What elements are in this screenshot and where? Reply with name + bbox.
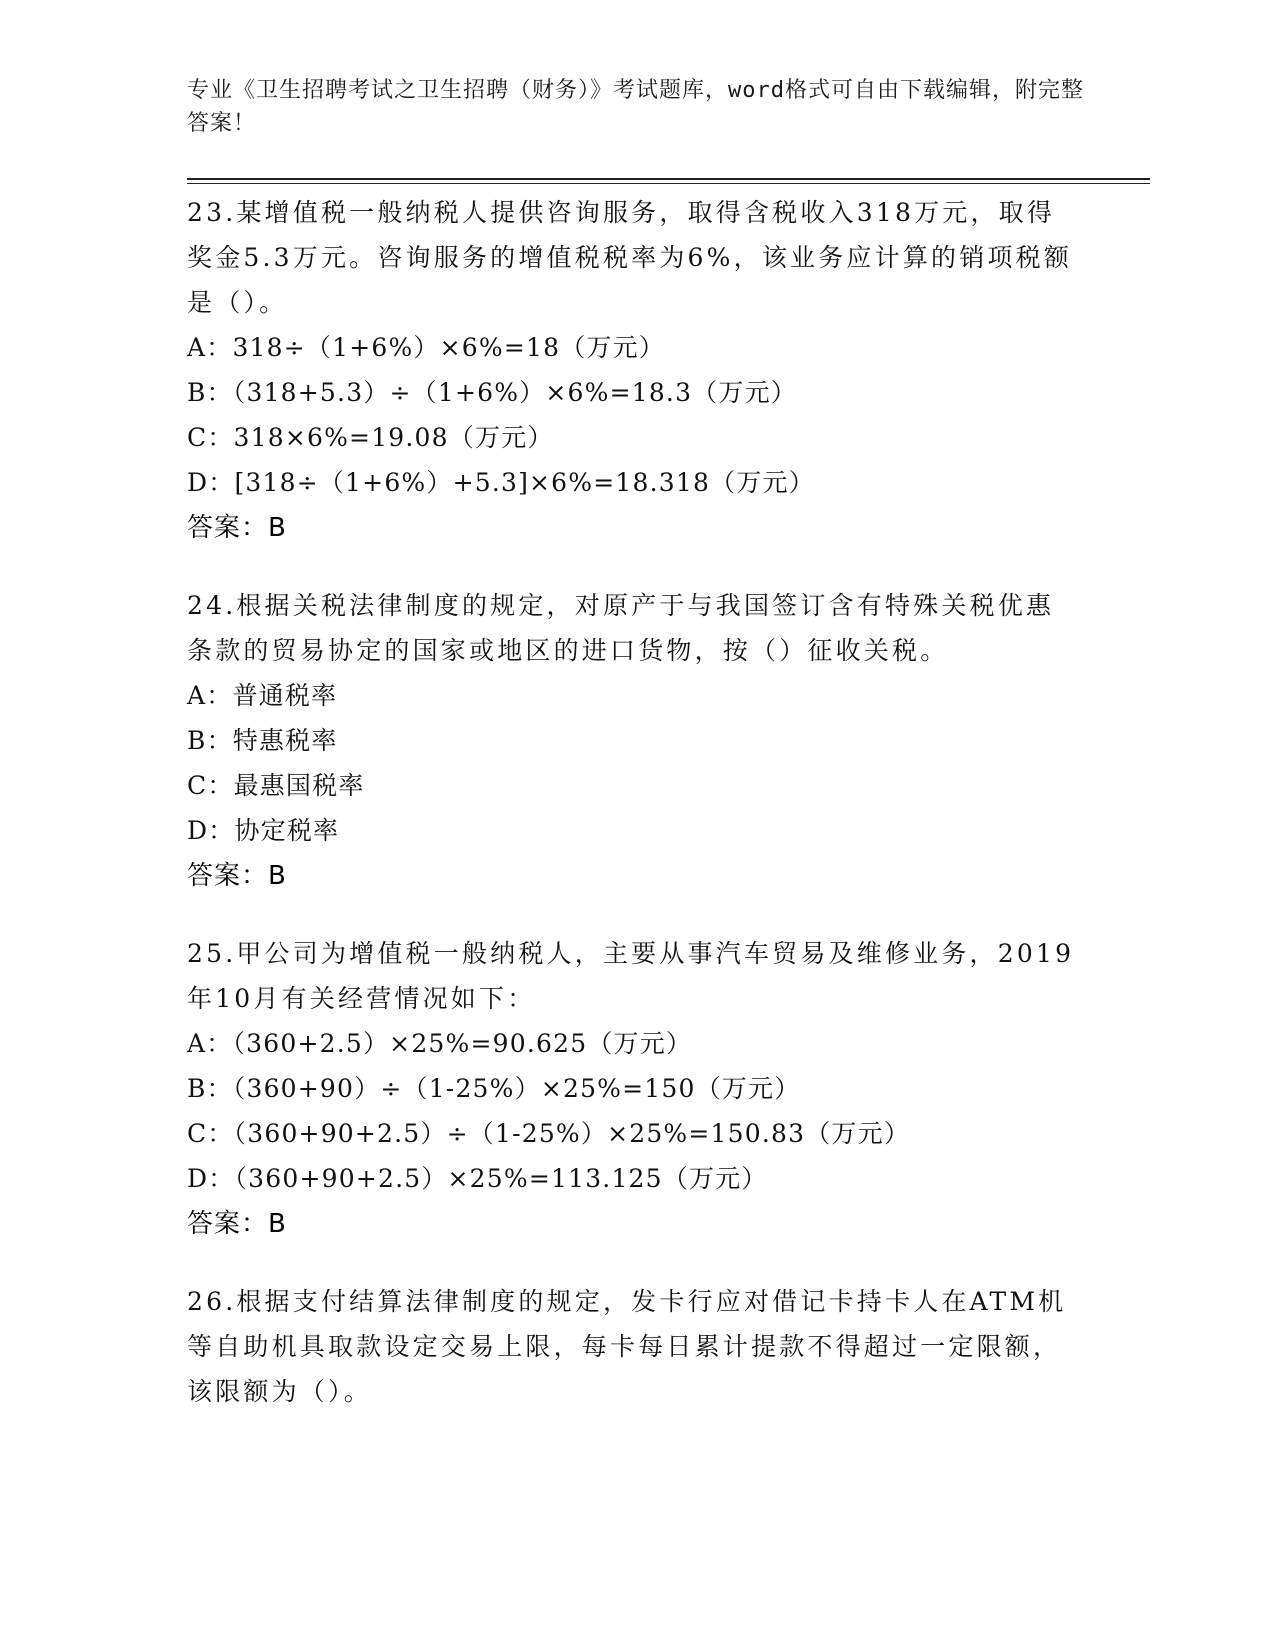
option-d: D：协定税率 bbox=[187, 816, 340, 845]
header-rule-thin bbox=[187, 183, 1150, 184]
question-stem: 25.甲公司为增值税一般纳税人，主要从事汽车贸易及维修业务，2019年10月有关经营情况如下： bbox=[187, 939, 1075, 1013]
question-stem: 24.根据关税法律制度的规定，对原产于与我国签订含有特殊关税优惠条款的贸易协定的国家或地区的进口货物，按（）征收关税。 bbox=[187, 591, 1055, 665]
option-a: A：（360+2.5）×25%=90.625（万元） bbox=[187, 1029, 693, 1058]
option-a: A：普通税率 bbox=[187, 681, 338, 710]
header-rule-thick bbox=[187, 178, 1150, 180]
answer-line: 答案：B bbox=[187, 513, 287, 543]
option-b: B：（318+5.3）÷（1+6%）×6%=18.3（万元） bbox=[187, 378, 797, 407]
option-d: D：[318÷（1+6%）+5.3]×6%=18.318（万元） bbox=[187, 468, 815, 497]
option-a: A：318÷（1+6%）×6%=18（万元） bbox=[187, 333, 665, 362]
question-25 bbox=[187, 931, 1077, 1247]
option-b: B：（360+90）÷（1-25%）×25%=150（万元） bbox=[187, 1074, 801, 1103]
question-list bbox=[187, 190, 1077, 1446]
option-c: C：（360+90+2.5）÷（1-25%）×25%=150.83（万元） bbox=[187, 1119, 911, 1148]
question-stem: 26.根据支付结算法律制度的规定，发卡行应对借记卡持卡人在ATM机等自助机具取款设定交易上限，每卡每日累计提款不得超过一定限额，该限额为（）。 bbox=[187, 1287, 1067, 1406]
option-c: C：318×6%=19.08（万元） bbox=[187, 423, 554, 452]
answer-line: 答案：B bbox=[187, 1209, 287, 1239]
question-23 bbox=[187, 190, 1077, 551]
document-header: 专业《卫生招聘考试之卫生招聘（财务）》考试题库，word格式可自由下载编辑，附完整答案！ bbox=[187, 78, 1084, 136]
question-stem: 23.某增值税一般纳税人提供咨询服务，取得含税收入318万元，取得奖金5.3万元。咨询服务的增值税税率为6%，该业务应计算的销项税额是（）。 bbox=[187, 198, 1073, 317]
answer-line: 答案：B bbox=[187, 861, 287, 891]
option-c: C：最惠国税率 bbox=[187, 771, 365, 800]
option-b: B：特惠税率 bbox=[187, 726, 338, 755]
question-24 bbox=[187, 583, 1077, 899]
option-d: D：（360+90+2.5）×25%=113.125（万元） bbox=[187, 1164, 768, 1193]
question-26 bbox=[187, 1279, 1077, 1414]
